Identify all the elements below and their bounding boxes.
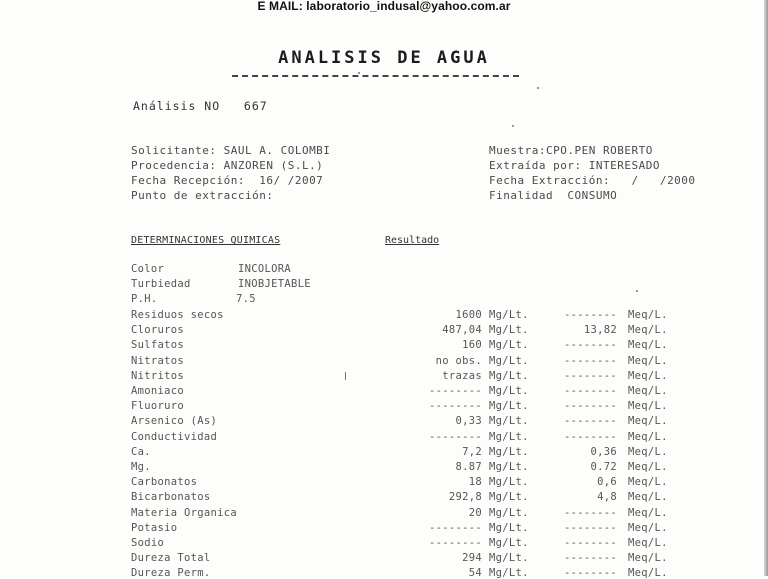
- row-meq: --------: [564, 521, 617, 534]
- row-meq: --------: [564, 430, 617, 443]
- row-unit: Mg/Lt.: [489, 369, 529, 382]
- row-meq-unit: Meq/L.: [628, 415, 668, 428]
- row-meq: --------: [564, 567, 617, 579]
- row-label: Nitritos: [131, 369, 184, 382]
- row-meq-unit: Meq/L.: [628, 354, 668, 367]
- physical-label: Color: [131, 263, 165, 275]
- scan-speck: [345, 372, 346, 380]
- row-unit: Mg/Lt.: [489, 491, 529, 504]
- lab-email: E MAIL: laboratorio_indusal@yahoo.com.ar: [257, 0, 511, 13]
- row-meq-unit: Meq/L.: [628, 400, 668, 413]
- scan-speck: [537, 87, 539, 89]
- info-right-line: Finalidad CONSUMO: [489, 189, 618, 202]
- row-unit: Mg/Lt.: [489, 324, 529, 337]
- row-value: 7,2: [462, 445, 482, 458]
- row-value: 1600: [455, 309, 482, 321]
- row-label: Residuos secos: [131, 309, 224, 321]
- row-value: --------: [429, 537, 482, 549]
- row-meq-unit: Meq/L.: [628, 491, 668, 504]
- row-meq-unit: Meq/L.: [628, 506, 668, 519]
- row-unit: Mg/Lt.: [489, 339, 529, 352]
- row-value: 487,04: [442, 324, 482, 337]
- row-unit: Mg/Lt.: [489, 461, 529, 473]
- row-unit: Mg/Lt.: [489, 309, 529, 321]
- row-value: 294: [462, 552, 482, 565]
- row-value: 54: [468, 567, 482, 579]
- row-value: 292,8: [448, 491, 482, 504]
- row-meq-unit: Meq/L.: [628, 552, 668, 565]
- row-label: Mg.: [131, 461, 151, 473]
- physical-value: 7.5: [236, 293, 256, 305]
- scan-edge-shadow: [764, 0, 768, 576]
- row-meq: --------: [564, 400, 617, 413]
- row-unit: Mg/Lt.: [489, 415, 529, 428]
- info-left-line: Fecha Recepción: 16/ /2007: [131, 174, 324, 187]
- results-header: Resultado: [385, 235, 440, 246]
- row-label: Potasio: [131, 521, 178, 534]
- row-unit: Mg/Lt.: [489, 521, 529, 534]
- row-value: 18: [468, 476, 482, 489]
- row-meq: --------: [564, 385, 617, 397]
- row-meq-unit: Meq/L.: [628, 537, 668, 549]
- row-meq: --------: [564, 552, 617, 565]
- row-label: Amoniaco: [131, 385, 184, 397]
- row-value: trazas: [442, 369, 482, 382]
- row-label: Cloruros: [131, 324, 184, 337]
- row-unit: Mg/Lt.: [489, 476, 529, 489]
- physical-label: P.H.: [131, 293, 158, 305]
- row-label: Nitratos: [131, 354, 184, 367]
- row-value: 20: [468, 506, 482, 519]
- row-label: Dureza Perm.: [131, 567, 211, 579]
- row-unit: Mg/Lt.: [489, 400, 529, 413]
- row-meq-unit: Meq/L.: [628, 430, 668, 443]
- row-meq: --------: [564, 415, 617, 428]
- scan-speck: [512, 125, 514, 127]
- row-label: Materia Organica: [131, 506, 237, 519]
- row-label: Sodio: [131, 537, 165, 549]
- row-meq-unit: Meq/L.: [628, 385, 668, 397]
- row-meq: --------: [564, 339, 617, 352]
- row-label: Sulfatos: [131, 339, 184, 352]
- row-value: no obs.: [435, 354, 482, 367]
- row-label: Carbonatos: [131, 476, 198, 489]
- row-meq-unit: Meq/L.: [628, 324, 668, 337]
- row-meq: --------: [564, 506, 617, 519]
- row-meq: --------: [564, 309, 617, 321]
- row-value: --------: [429, 385, 482, 397]
- info-right-line: Fecha Extracción: / /2000: [489, 174, 696, 187]
- row-meq-unit: Meq/L.: [628, 309, 668, 321]
- physical-value: INOBJETABLE: [238, 278, 311, 290]
- row-unit: Mg/Lt.: [489, 445, 529, 458]
- row-label: Arsenico (As): [131, 415, 218, 428]
- row-value: 0,33: [455, 415, 482, 428]
- document-title: ANALISIS DE AGUA: [278, 48, 490, 68]
- row-value: 160: [462, 339, 482, 352]
- determinations-header: DETERMINACIONES QUIMICAS: [131, 235, 281, 246]
- row-label: Conductividad: [131, 430, 218, 443]
- row-meq-unit: Meq/L.: [628, 461, 668, 473]
- physical-value: INCOLORA: [238, 263, 291, 275]
- row-label: Ca.: [131, 445, 151, 458]
- analysis-number: Análisis NO 667: [133, 99, 268, 113]
- row-meq-unit: Meq/L.: [628, 339, 668, 352]
- row-unit: Mg/Lt.: [489, 430, 529, 443]
- row-value: --------: [429, 521, 482, 534]
- row-label: Bicarbonatos: [131, 491, 211, 504]
- row-meq: 0,6: [597, 476, 617, 489]
- row-meq-unit: Meq/L.: [628, 445, 668, 458]
- row-label: Fluoruro: [131, 400, 184, 413]
- row-meq: --------: [564, 369, 617, 382]
- row-unit: Mg/Lt.: [489, 552, 529, 565]
- row-meq: 4,8: [597, 491, 617, 504]
- row-meq: 0,36: [590, 445, 617, 458]
- row-meq-unit: Meq/L.: [628, 567, 668, 579]
- row-meq-unit: Meq/L.: [628, 476, 668, 489]
- info-right-line: Muestra:CPO.PEN ROBERTO: [489, 144, 653, 157]
- row-value: 8.87: [455, 461, 482, 473]
- info-left-line: Punto de extracción:: [131, 189, 274, 202]
- info-right-line: Extraída por: INTERESADO: [489, 159, 660, 172]
- row-unit: Mg/Lt.: [489, 385, 529, 397]
- row-unit: Mg/Lt.: [489, 506, 529, 519]
- row-unit: Mg/Lt.: [489, 567, 529, 579]
- row-unit: Mg/Lt.: [489, 354, 529, 367]
- info-left-line: Procedencia: ANZOREN (S.L.): [131, 159, 324, 172]
- physical-label: Turbiedad: [131, 278, 191, 290]
- title-underline: [232, 75, 519, 77]
- row-meq: --------: [564, 537, 617, 549]
- row-meq: 0.72: [590, 461, 617, 473]
- info-left-line: Solicitante: SAUL A. COLOMBI: [131, 144, 331, 157]
- row-label: Dureza Total: [131, 552, 211, 565]
- row-value: --------: [429, 400, 482, 413]
- row-value: --------: [429, 430, 482, 443]
- scan-speck: [636, 290, 638, 292]
- row-meq: 13,82: [583, 324, 617, 337]
- row-meq: --------: [564, 354, 617, 367]
- row-unit: Mg/Lt.: [489, 537, 529, 549]
- row-meq-unit: Meq/L.: [628, 369, 668, 382]
- row-meq-unit: Meq/L.: [628, 521, 668, 534]
- scan-speck: [358, 72, 360, 74]
